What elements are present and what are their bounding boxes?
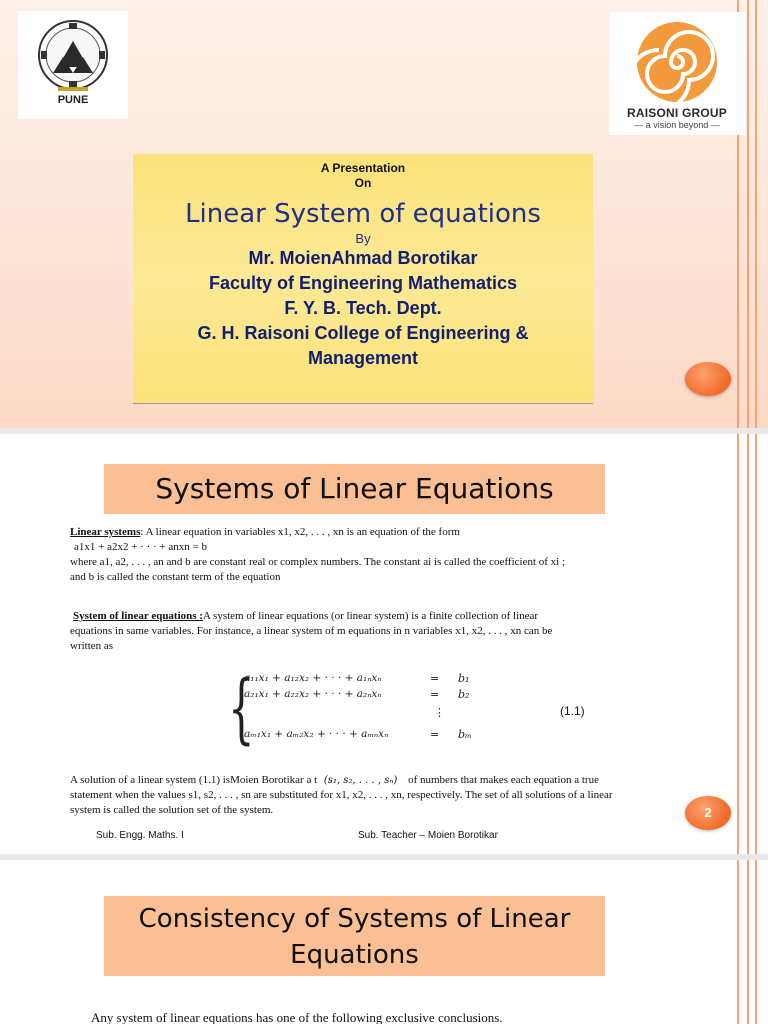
presentation-label: A Presentation (320, 161, 406, 175)
decorative-line (747, 434, 749, 854)
equation-inline: a1x1 + a2x2 + · · · + anxn = b (74, 541, 207, 553)
decorative-line (755, 0, 757, 428)
slide-body-text: Any system of linear equations has one of the following exclusive conclusions. (91, 1010, 503, 1024)
rhs-b1: b₁ (458, 672, 470, 685)
slide-title (0, 0, 768, 428)
para-text: : A linear equation in variables x1, x2, . . . , xn is an equation of the form (140, 526, 460, 538)
para-system-3: written as (70, 640, 114, 652)
footer-subject: Sub. Engg. Maths. I (96, 830, 184, 841)
equation-row-1: a₁₁x₁ + a₁₂x₂ + · · · + a₁ₙxₙ (244, 672, 382, 684)
on-label: On (354, 176, 372, 190)
page-number-badge[interactable]: 2 (685, 796, 731, 830)
para-linear-systems-3: and b is called the constant term of the equation (70, 571, 281, 583)
decorative-line (747, 860, 749, 1024)
slide-heading (104, 896, 605, 976)
faculty-line: Faculty of Engineering Mathematics (208, 273, 518, 293)
slide-consistency (0, 860, 768, 1024)
decorative-line (755, 860, 757, 1024)
raisoni-logo (609, 12, 745, 135)
para-system-1 (73, 609, 538, 624)
decorative-line (737, 860, 739, 1024)
equals-sign: = (430, 672, 440, 685)
solution-tuple: (s₁, s₂, . . . , sₙ) (323, 775, 398, 786)
equation-row-m: aₘ₁x₁ + aₘ₂x₂ + · · · + aₘₙxₙ (244, 728, 389, 740)
para-linear-systems-2: where a1, a2, . . . , an and b are constant real or complex numbers. The constant ai is called the coefficient of xi ; (70, 556, 566, 568)
decorative-line (747, 0, 749, 428)
equals-sign: = (430, 688, 440, 701)
para-solution-1 (70, 773, 599, 788)
raisoni-tagline: — a vision beyond — (634, 120, 720, 130)
rhs-bm: bₘ (458, 728, 472, 741)
equation-system (228, 663, 488, 752)
slide-systems (0, 434, 768, 854)
vertical-dots: ⋮ (434, 706, 445, 719)
title-box (133, 154, 593, 404)
para-text: A solution of a linear system (1.1) isMoien Borotikar a t (70, 774, 318, 786)
para-linear-systems-1 (70, 525, 460, 540)
heading-line-2: Equations (290, 940, 419, 970)
presentation-title: Linear System of equations (185, 199, 541, 229)
college-line: G. H. Raisoni College of Engineering & (197, 323, 529, 343)
dept-line: F. Y. B. Tech. Dept. (284, 298, 442, 318)
term-system-of-linear-equations: System of linear equations : (73, 610, 203, 622)
author-name: Mr. MoienAhmad Borotikar (248, 248, 478, 268)
left-brace: { (228, 663, 255, 752)
para-solution-3: system is called the solution set of the system. (70, 804, 274, 816)
decorative-line (755, 434, 757, 854)
spiral-logo-icon (609, 12, 745, 107)
slide-heading: Systems of Linear Equations (104, 464, 605, 514)
equation-row-2: a₂₁x₁ + a₂₂x₂ + · · · + a₂ₙxₙ (244, 688, 382, 700)
term-linear-systems: Linear systems (70, 526, 141, 538)
para-system-2: equations in same variables. For instance, a linear system of m equations in n variables x1, x2, . . . , xn can be (70, 625, 553, 637)
para-solution-2: statement when the values s1, s2, . . . , sn are substituted for x1, x2, . . . , xn, respectively. The set of all solutions of a linear (70, 789, 613, 801)
rhs-b2: b₂ (458, 688, 470, 701)
heading-line-1: Consistency of Systems of Linear (138, 904, 571, 934)
equals-sign: = (430, 728, 440, 741)
decorative-line (737, 434, 739, 854)
raisoni-name: RAISONI GROUP (627, 106, 727, 120)
by-label: By (355, 231, 371, 246)
college-line-2: Management (307, 348, 419, 368)
ghrce-logo (18, 11, 128, 119)
slide-nav-bubble[interactable] (685, 362, 731, 396)
equation-number: (1.1) (560, 704, 585, 718)
para-text: of numbers that makes each equation a true (408, 774, 599, 786)
para-text: A system of linear equations (or linear system) is a finite collection of linear (202, 610, 539, 622)
logo-caption: PUNE (57, 94, 89, 106)
footer-teacher: Sub. Teacher – Moien Borotikar (358, 830, 498, 841)
